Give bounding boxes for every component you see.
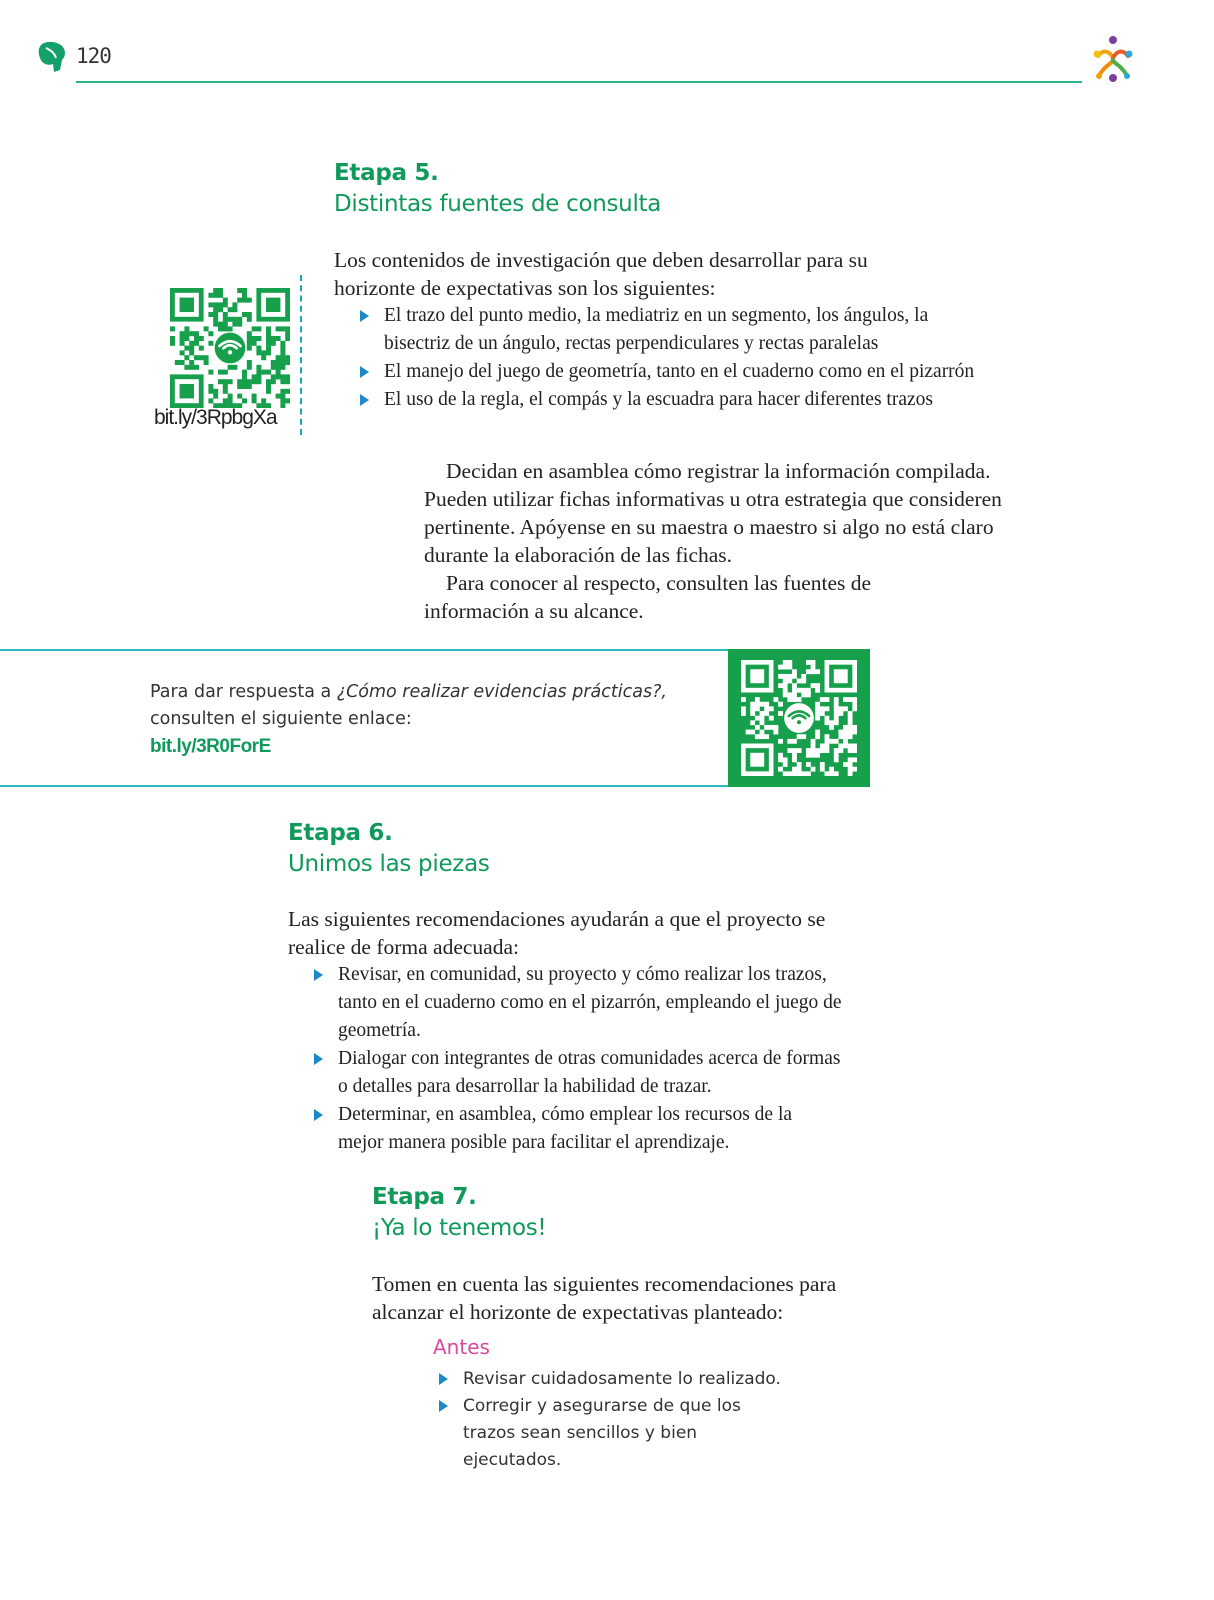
etapa6-heading xyxy=(288,818,490,880)
qr-panel xyxy=(728,649,870,787)
bullet-arrow-icon xyxy=(439,1373,448,1385)
etapa7-title: ¡Ya lo tenemos! xyxy=(372,1215,547,1241)
list-item: El uso de la regla, el compás y la escuadra para hacer diferentes trazos xyxy=(358,386,998,414)
qr-link[interactable]: bit.ly/3RpbgXa xyxy=(154,406,277,429)
list-item: Determinar, en asamblea, cómo emplear los recursos de la mejor manera posible para facilitar el aprendizaje. xyxy=(312,1101,842,1157)
banner-text-start: Para dar respuesta a xyxy=(150,682,337,702)
bullet-arrow-icon xyxy=(439,1400,448,1412)
bullet-arrow-icon xyxy=(360,366,369,378)
etapa5-paragraph-1: Decidan en asamblea cómo registrar la información compilada. Pueden utilizar fichas informativas u otra estrategia que consideren pertinente. Apóyense en su maestra o maestro si algo no está claro durante la elaboración de las fichas. xyxy=(424,459,1002,567)
banner-text-end: consulten el siguiente enlace: xyxy=(150,709,412,729)
bullet-arrow-icon xyxy=(314,1109,323,1121)
list-item: Dialogar con integrantes de otras comunidades acerca de formas o detalles para desarrollar la habilidad de trazar. xyxy=(312,1045,842,1101)
bullet-arrow-icon xyxy=(314,1053,323,1065)
etapa6-list xyxy=(312,961,842,1157)
etapa5-title: Distintas fuentes de consulta xyxy=(334,191,662,217)
qr-code-icon[interactable] xyxy=(741,660,857,776)
bullet-arrow-icon xyxy=(360,394,369,406)
header-rule xyxy=(76,81,1082,83)
bullet-arrow-icon xyxy=(314,969,323,981)
leaf-icon xyxy=(36,40,68,79)
etapa7-heading xyxy=(372,1182,546,1244)
etapa6-title: Unimos las piezas xyxy=(288,851,490,877)
qr-code-icon[interactable] xyxy=(170,288,290,408)
etapa5-paragraphs xyxy=(424,457,1044,625)
etapa6-intro: Las siguientes recomendaciones ayudarán a que el proyecto se realice de forma adecuada: xyxy=(288,907,826,959)
antes-label: Antes xyxy=(433,1335,490,1359)
antes-list xyxy=(437,1366,797,1474)
etapa6-number: Etapa 6. xyxy=(288,820,393,846)
etapa5-intro: Los contenidos de investigación que deben desarrollar para su horizonte de expectativas son los siguientes: xyxy=(334,248,868,300)
list-item: El manejo del juego de geometría, tanto en el cuaderno como en el pizarrón xyxy=(358,358,998,386)
banner-question: ¿Cómo realizar evidencias prácticas?, xyxy=(336,682,667,702)
link-banner xyxy=(0,649,870,787)
series-logo-icon xyxy=(1088,34,1138,89)
etapa5-paragraph-2: Para conocer al respecto, consulten las fuentes de información a su alcance. xyxy=(424,571,872,623)
list-item: Revisar, en comunidad, su proyecto y cómo realizar los trazos, tanto en el cuaderno como en el pizarrón, empleando el juego de geometría. xyxy=(312,961,842,1045)
etapa5-number: Etapa 5. xyxy=(334,160,439,186)
list-item: Corregir y asegurarse de que los trazos sean sencillos y bien ejecutados. xyxy=(437,1393,797,1474)
etapa7-intro: Tomen en cuenta las siguientes recomendaciones para alcanzar el horizonte de expectativas planteado: xyxy=(372,1272,837,1324)
banner-link[interactable]: bit.ly/3R0ForE xyxy=(150,736,271,757)
etapa7-number: Etapa 7. xyxy=(372,1184,477,1210)
list-item: Revisar cuidadosamente lo realizado. xyxy=(437,1366,797,1393)
bullet-arrow-icon xyxy=(360,310,369,322)
etapa5-heading xyxy=(334,158,661,220)
banner-text xyxy=(150,679,667,761)
dashed-divider xyxy=(300,275,302,435)
etapa5-list xyxy=(358,302,998,414)
page-number: 120 xyxy=(76,44,111,68)
list-item: El trazo del punto medio, la mediatriz en un segmento, los ángulos, la bisectriz de un ángulo, rectas perpendiculares y rectas paralelas xyxy=(358,302,998,358)
